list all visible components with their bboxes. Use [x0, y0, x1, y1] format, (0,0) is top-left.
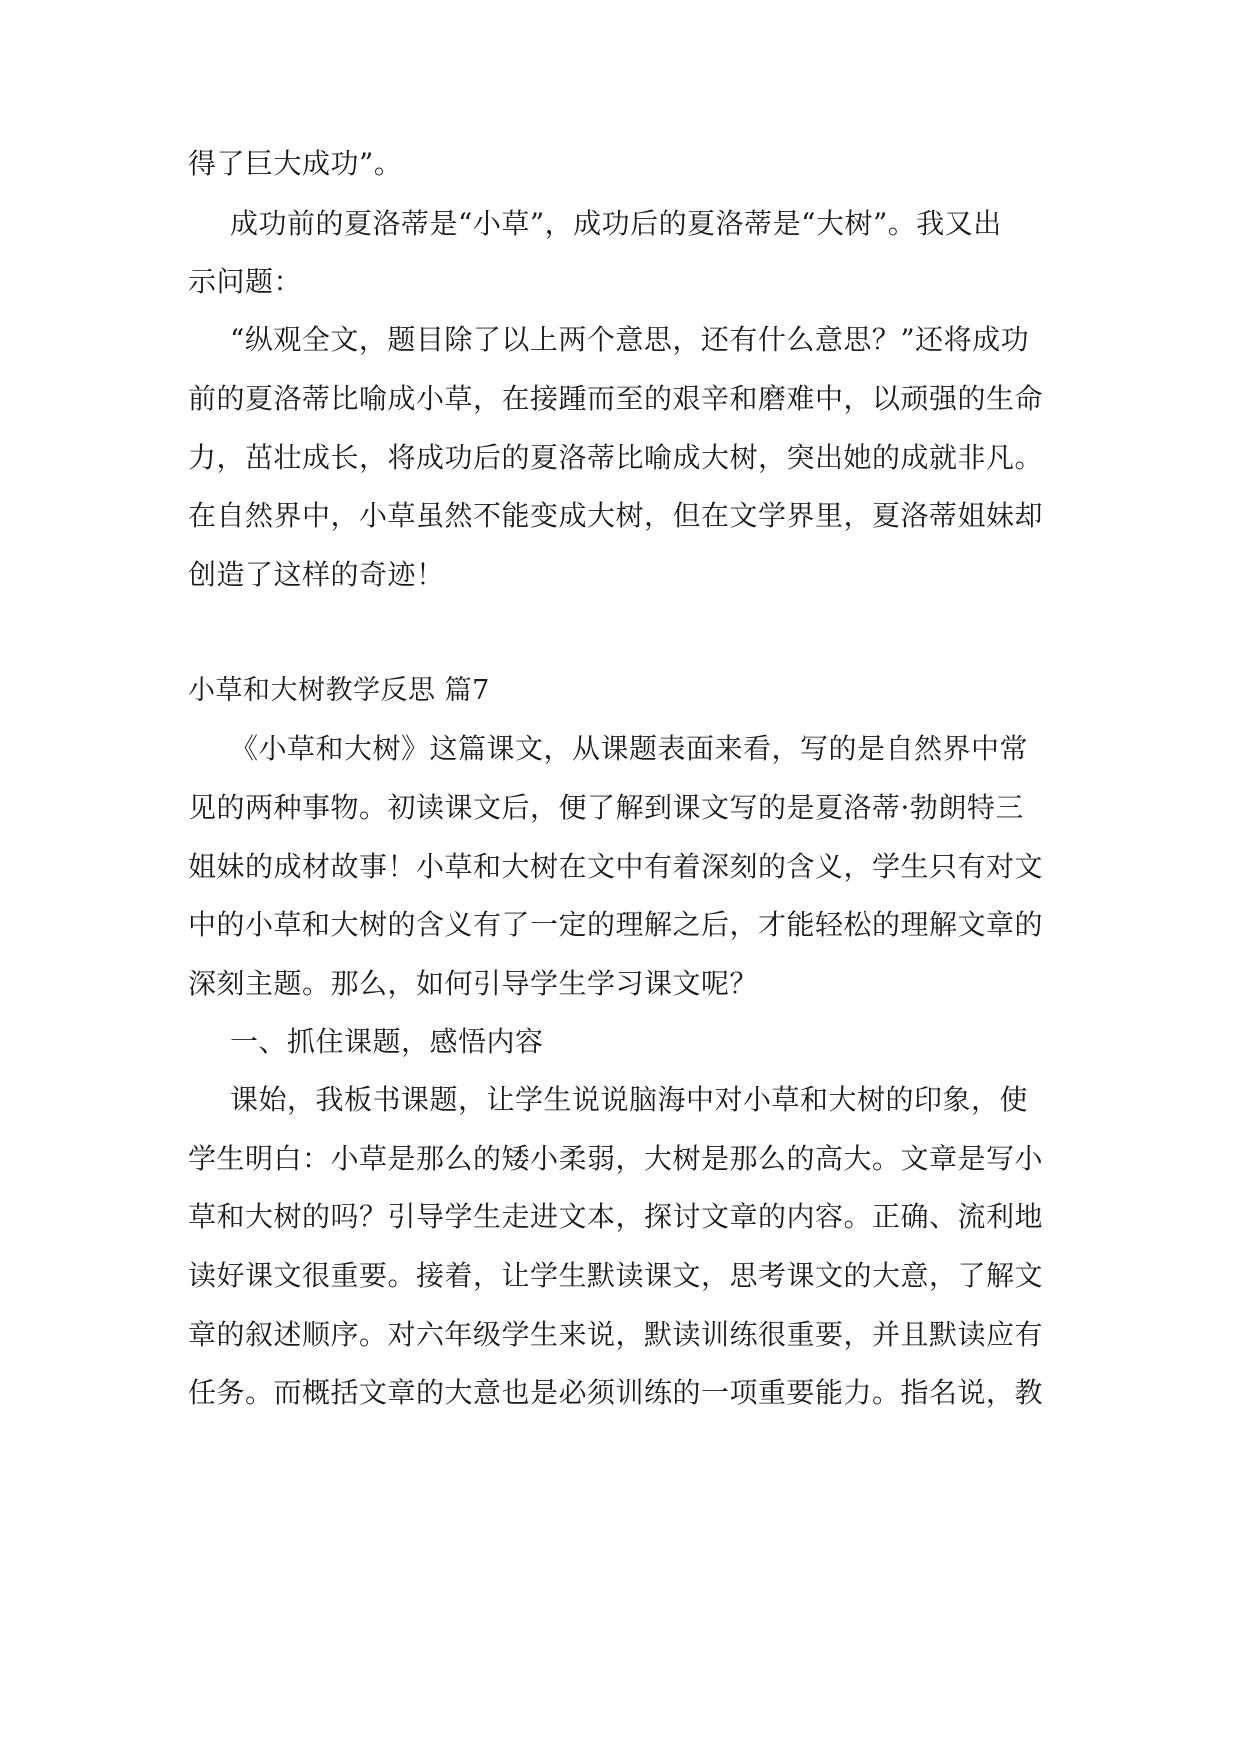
text-line: 成功前的夏洛蒂是“小草”，成功后的夏洛蒂是“大树”。我又出: [230, 207, 1002, 240]
subheading: 一、抓住课题，感悟内容: [230, 1025, 544, 1058]
text-line: 任务。而概括文章的大意也是必须训练的一项重要能力。指名说，教: [188, 1376, 1044, 1409]
text-line: “纵观全文，题目除了以上两个意思，还有什么意思？”还将成功: [230, 323, 1030, 356]
section-heading: 小草和大树教学反思 篇7: [188, 675, 490, 706]
text-line: 学生明白：小草是那么的矮小柔弱，大树是那么的高大。文章是写小: [188, 1142, 1044, 1175]
text-line: 读好课文很重要。接着，让学生默读课文，思考课文的大意，了解文: [188, 1259, 1044, 1292]
text-line: 创造了这样的奇迹！: [188, 558, 445, 591]
text-line: 中的小草和大树的含义有了一定的理解之后，才能轻松的理解文章的: [188, 908, 1044, 941]
text-line: 力，茁壮成长，将成功后的夏洛蒂比喻成大树，突出她的成就非凡。: [188, 441, 1044, 474]
text-line: 深刻主题。那么，如何引导学生学习课文呢？: [188, 967, 759, 1000]
text-line: 示问题：: [188, 265, 303, 298]
text-line: 草和大树的吗？引导学生走进文本，探讨文章的内容。正确、流利地: [188, 1200, 1044, 1233]
text-line: 得了巨大成功”。: [188, 147, 403, 180]
text-line: 见的两种事物。初读课文后，便了解到课文写的是夏洛蒂·勃朗特三: [188, 791, 1024, 824]
text-line: 在自然界中，小草虽然不能变成大树，但在文学界里，夏洛蒂姐妹却: [188, 499, 1044, 532]
text-line: 前的夏洛蒂比喻成小草，在接踵而至的艰辛和磨难中，以顽强的生命: [188, 382, 1044, 415]
text-line: 章的叙述顺序。对六年级学生来说，默读训练很重要，并且默读应有: [188, 1318, 1044, 1351]
text-line: 姐妹的成材故事！小草和大树在文中有着深刻的含义，学生只有对文: [188, 850, 1044, 883]
text-line: 课始，我板书课题，让学生说说脑海中对小草和大树的印象，使: [230, 1083, 1029, 1116]
text-line: 《小草和大树》这篇课文，从课题表面来看，写的是自然界中常: [230, 732, 1029, 765]
